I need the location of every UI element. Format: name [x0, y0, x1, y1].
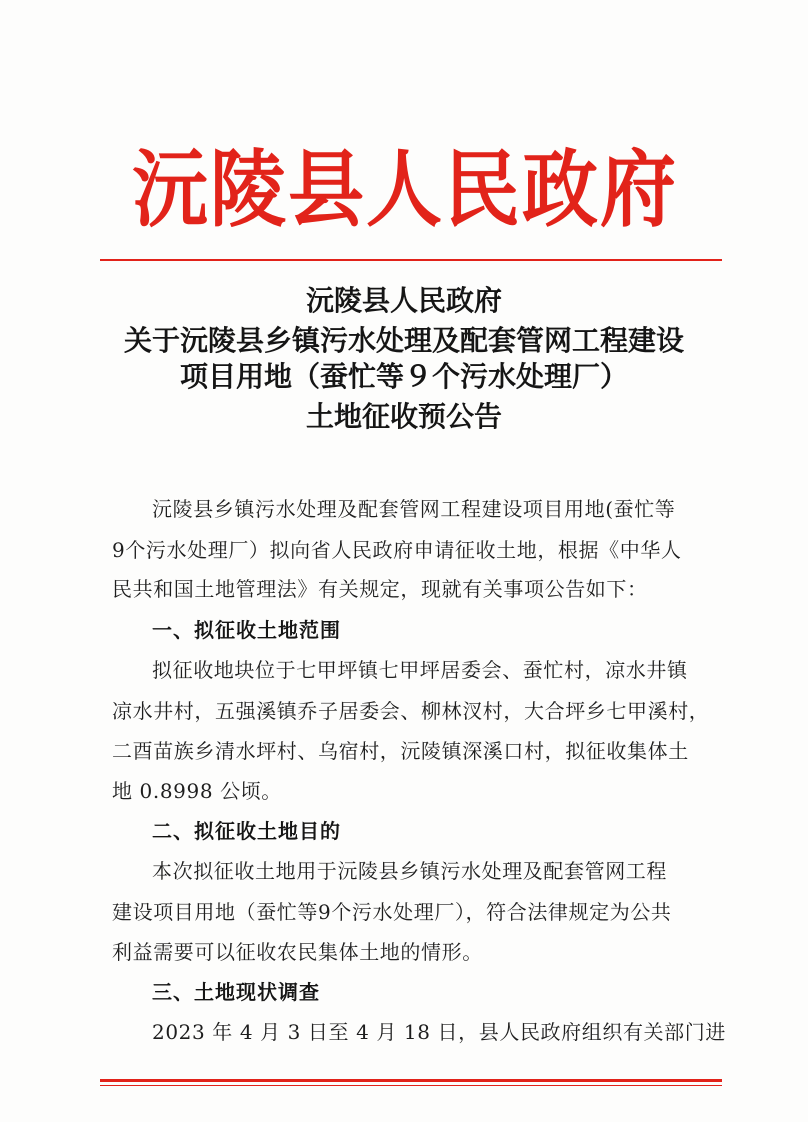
intro-line-1: 沅陵县乡镇污水处理及配套管网工程建设项目用地(蚕忙等: [152, 497, 676, 521]
notice-title-line-1: 沅陵县人民政府: [305, 284, 502, 317]
section-2-line-3: 利益需要可以征收农民集体土地的情形。: [112, 940, 483, 964]
intro-line-2: 9个污水处理厂）拟向省人民政府申请征收土地，根据《中华人: [112, 538, 682, 562]
section-1-line-3: 二酉苗族乡清水坪村、乌宿村，沅陵镇深溪口村，拟征收集体土: [112, 739, 689, 763]
notice-title-line-4: 土地征收预公告: [305, 400, 502, 433]
section-3-heading: 三、土地现状调查: [152, 980, 320, 1004]
notice-title-line-3: 项目用地（蚕忙等９个污水处理厂）: [179, 360, 628, 393]
section-1-heading: 一、拟征收土地范围: [152, 618, 341, 642]
footer-divider-thin: [100, 1085, 722, 1086]
notice-title-line-2: 关于沅陵县乡镇污水处理及配套管网工程建设: [123, 324, 684, 357]
section-1-line-4: 地 0.8998 公顷。: [112, 779, 282, 803]
footer-divider-thick: [100, 1079, 722, 1082]
masthead-title: 沅陵县人民政府: [132, 140, 678, 239]
intro-line-3: 民共和国土地管理法》有关规定，现就有关事项公告如下：: [112, 577, 648, 601]
section-2-line-1: 本次拟征收土地用于沅陵县乡镇污水处理及配套管网工程: [152, 859, 667, 883]
masthead-divider: [100, 259, 722, 261]
section-1-line-2: 凉水井村，五强溪镇乔子居委会、柳林汊村，大合坪乡七甲溪村，: [112, 699, 710, 723]
section-2-line-2: 建设项目用地（蚕忙等9个污水处理厂），符合法律规定为公共: [112, 900, 672, 924]
section-1-line-1: 拟征收地块位于七甲坪镇七甲坪居委会、蚕忙村，凉水井镇: [152, 658, 688, 682]
section-3-line-1: 2023 年 4 月 3 日至 4 月 18 日，县人民政府组织有关部门进: [152, 1020, 726, 1044]
section-2-heading: 二、拟征收土地目的: [152, 819, 341, 843]
